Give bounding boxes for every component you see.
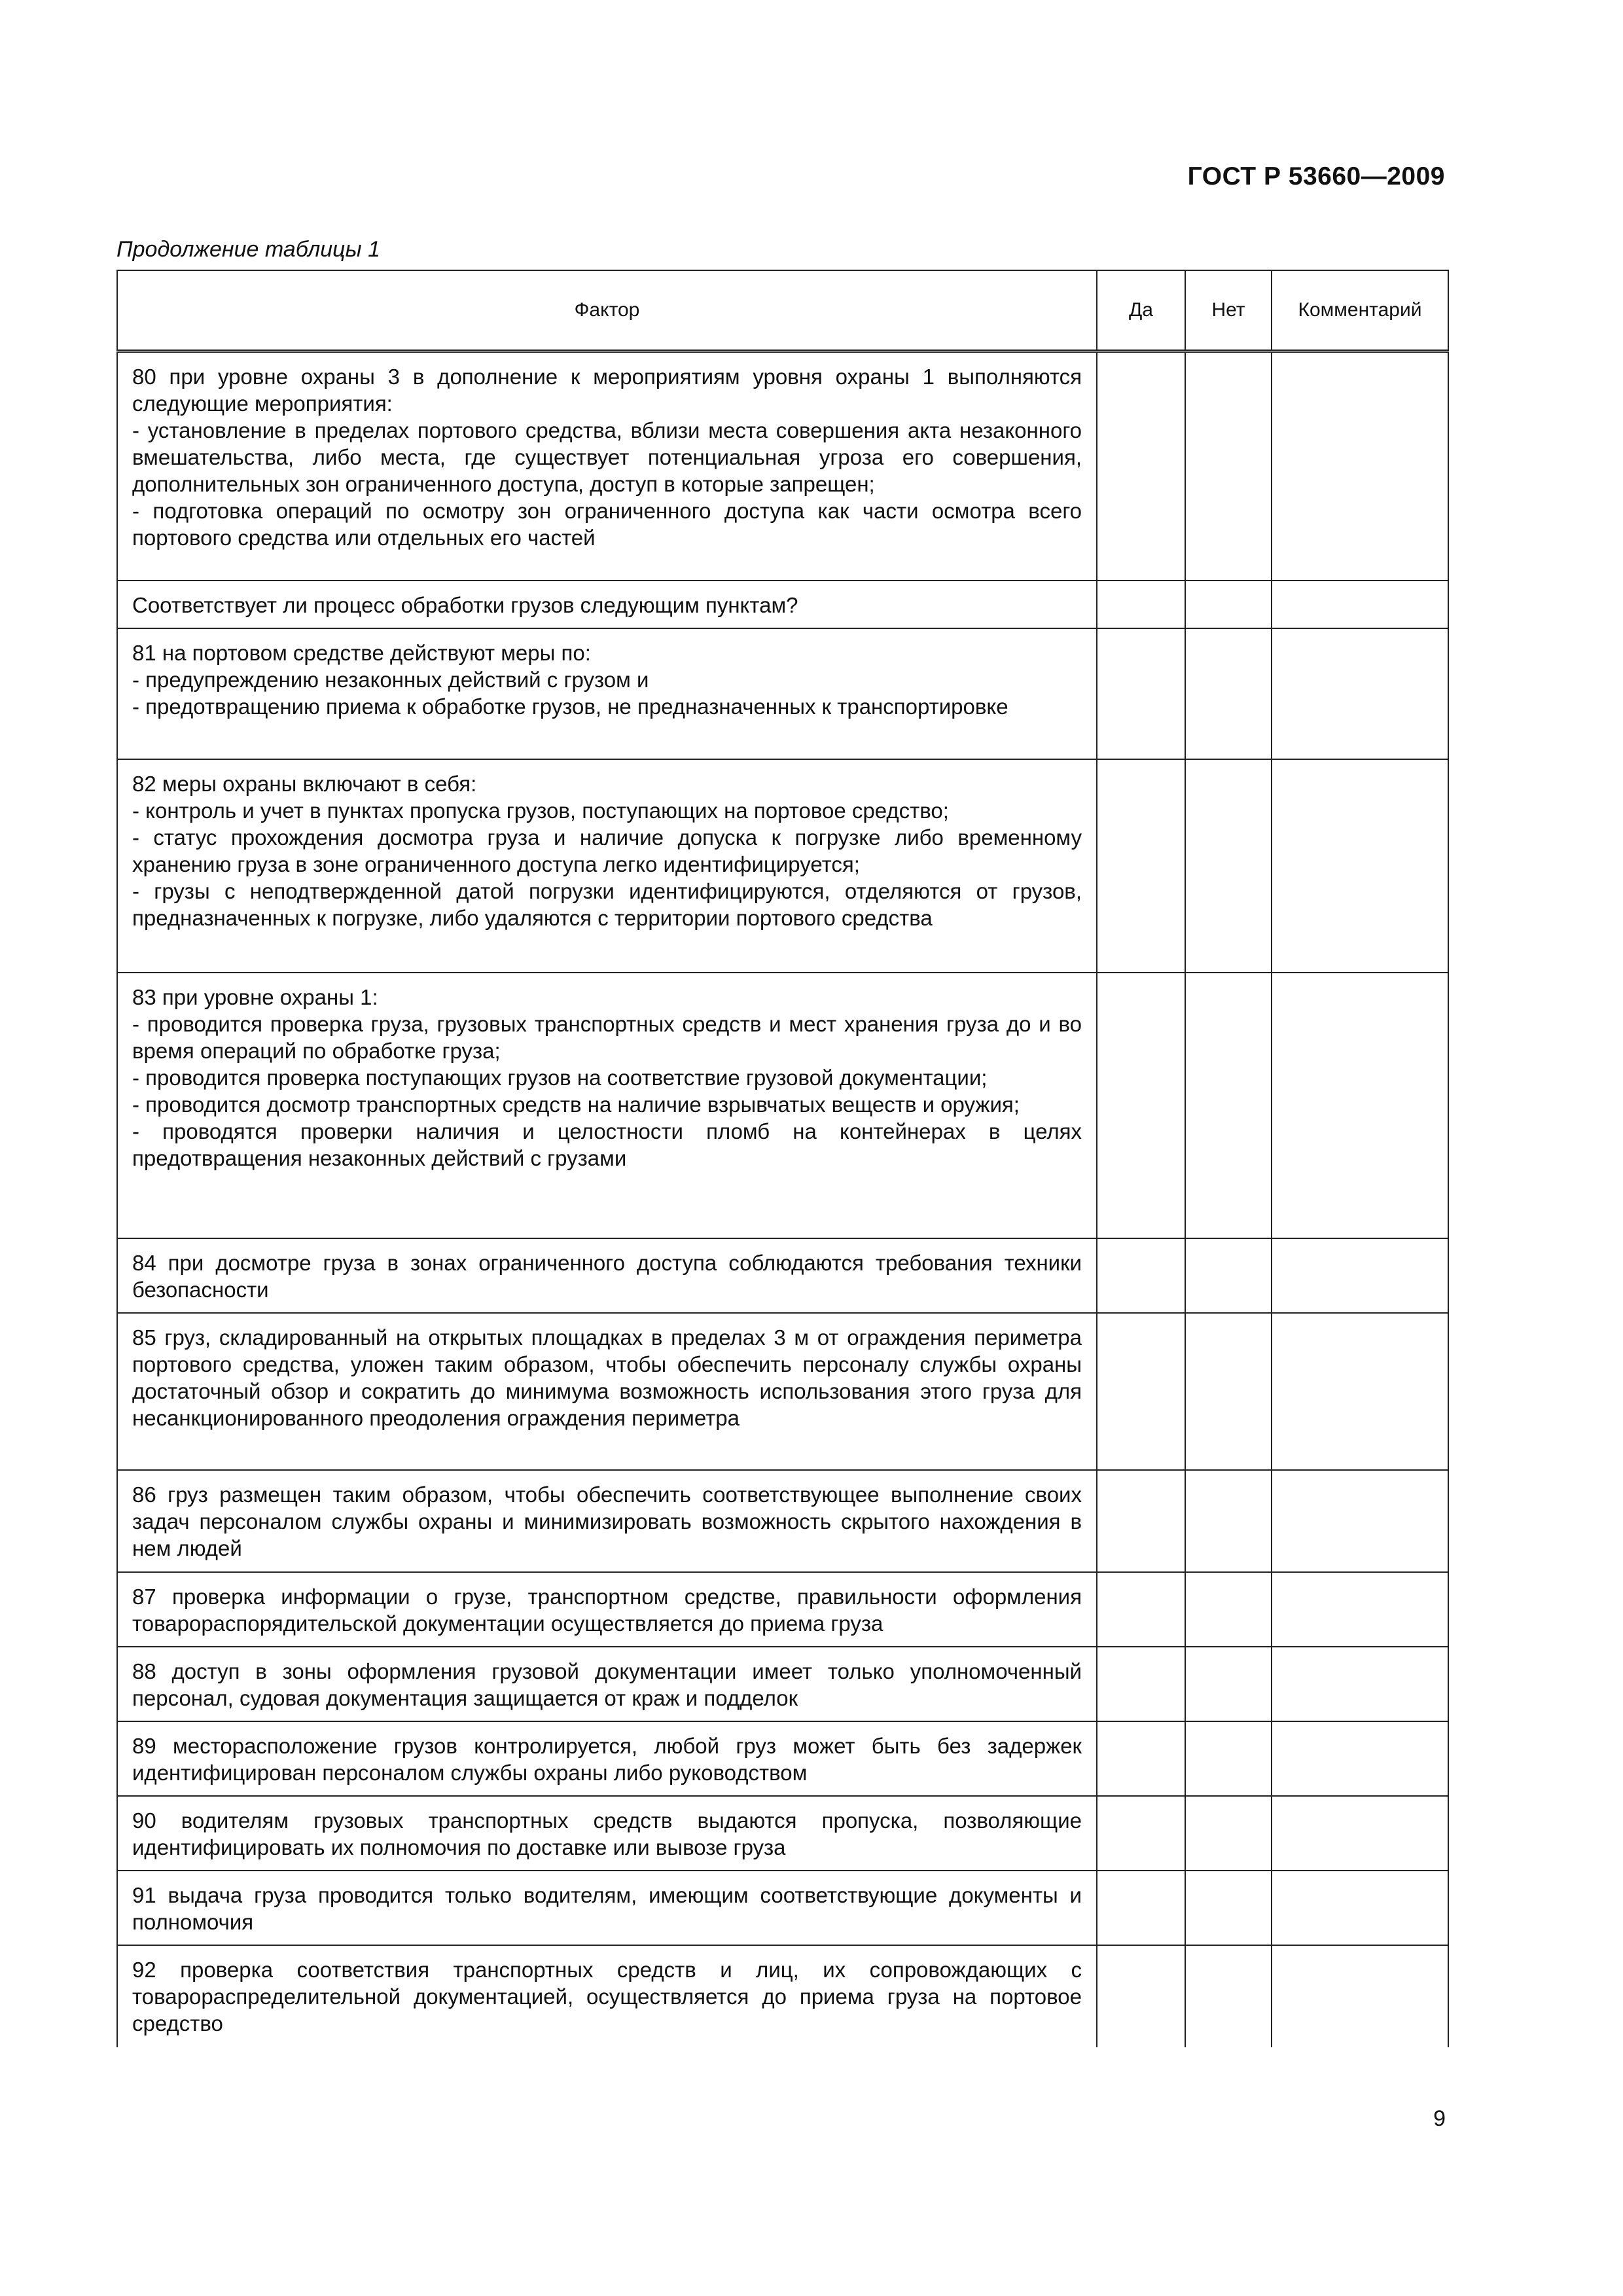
table-row xyxy=(117,1572,1448,1647)
yes-cell[interactable] xyxy=(1097,1470,1185,1572)
yes-cell[interactable] xyxy=(1097,351,1185,581)
no-cell[interactable] xyxy=(1185,581,1272,628)
yes-cell[interactable] xyxy=(1097,1796,1185,1871)
comment-cell[interactable] xyxy=(1272,1871,1448,1945)
factor-cell xyxy=(117,1647,1097,1721)
table-row xyxy=(117,759,1448,973)
no-cell[interactable] xyxy=(1185,628,1272,759)
table-row xyxy=(117,628,1448,759)
factor-text xyxy=(118,629,1096,725)
factor-line: 81 на портовом средстве действуют меры по: xyxy=(132,640,591,665)
no-cell[interactable] xyxy=(1185,1313,1272,1470)
factor-cell xyxy=(117,1871,1097,1945)
comment-cell[interactable] xyxy=(1272,1647,1448,1721)
no-cell[interactable] xyxy=(1185,351,1272,581)
table-row xyxy=(117,1647,1448,1721)
yes-cell[interactable] xyxy=(1097,1871,1185,1945)
factor-text xyxy=(118,1314,1096,1437)
factors-table xyxy=(116,270,1449,2047)
no-cell[interactable] xyxy=(1185,1796,1272,1871)
factor-text xyxy=(118,1471,1096,1567)
yes-cell[interactable] xyxy=(1097,1945,1185,2047)
factor-line: - предотвращению приема к обработке грузов, не предназначенных к транспортировке xyxy=(132,694,1008,719)
factor-text xyxy=(118,1647,1096,1717)
comment-cell[interactable] xyxy=(1272,1470,1448,1572)
column-header-factor: Фактор xyxy=(117,270,1097,351)
no-cell[interactable] xyxy=(1185,1572,1272,1647)
factor-line: 80 при уровне охраны 3 в дополнение к мероприятиям уровня охраны 1 выполняются следующие мероприятия: xyxy=(132,365,1082,416)
factor-cell xyxy=(117,1721,1097,1796)
no-cell[interactable] xyxy=(1185,1470,1272,1572)
factor-line: 85 груз, складированный на открытых площадках в пределах 3 м от ограждения периметра портового средства, уложен таким образом, чтобы обеспечить персоналу службы охраны достаточный обзор и сократить до минимума возможность использования этого груза для несанкционированного преодоления ограждения периметра xyxy=(132,1325,1082,1430)
table-row xyxy=(117,1796,1448,1871)
factor-line: - проводится досмотр транспортных средств на наличие взрывчатых веществ и оружия; xyxy=(132,1092,1020,1117)
no-cell[interactable] xyxy=(1185,1238,1272,1313)
factor-line: 88 доступ в зоны оформления грузовой документации имеет только уполномоченный персонал, судовая документация защищается от краж и подделок xyxy=(132,1659,1082,1710)
comment-cell[interactable] xyxy=(1272,759,1448,973)
document-code: ГОСТ Р 53660—2009 xyxy=(1187,162,1445,190)
factor-line: - контроль и учет в пунктах пропуска грузов, поступающих на портовое средство; xyxy=(132,798,949,823)
comment-cell[interactable] xyxy=(1272,351,1448,581)
factor-line: 84 при досмотре груза в зонах ограниченного доступа соблюдаются требования техники безопасности xyxy=(132,1250,1082,1302)
no-cell[interactable] xyxy=(1185,1945,1272,2047)
factor-cell xyxy=(117,1796,1097,1871)
table-row xyxy=(117,1238,1448,1313)
factor-cell xyxy=(117,581,1097,628)
comment-cell[interactable] xyxy=(1272,1313,1448,1470)
factor-cell xyxy=(117,628,1097,759)
factor-text xyxy=(118,973,1096,1177)
factor-cell xyxy=(117,759,1097,973)
factor-line: 89 месторасположение грузов контролируется, любой груз может быть без задержек идентифицирован персоналом службы охраны либо руководством xyxy=(132,1733,1082,1785)
table-row xyxy=(117,1945,1448,2047)
column-header-yes: Да xyxy=(1097,270,1185,351)
no-cell[interactable] xyxy=(1185,759,1272,973)
factor-line: - статус прохождения досмотра груза и наличие допуска к погрузке либо временному хранению груза в зоне ограниченного доступа легко идентифицируется; xyxy=(132,825,1082,876)
factor-text xyxy=(118,353,1096,556)
factor-cell xyxy=(117,1470,1097,1572)
factor-line: - подготовка операций по осмотру зон ограниченного доступа как части осмотра всего портового средства или отдельных его частей xyxy=(132,499,1082,550)
factor-cell xyxy=(117,1945,1097,2047)
factor-line: - проводится проверка груза, грузовых транспортных средств и мест хранения груза до и во время операций по обработке груза; xyxy=(132,1011,1082,1063)
yes-cell[interactable] xyxy=(1097,581,1185,628)
factor-cell xyxy=(117,1313,1097,1470)
no-cell[interactable] xyxy=(1185,1871,1272,1945)
factor-line: - проводятся проверки наличия и целостности пломб на контейнерах в целях предотвращения незаконных действий с грузами xyxy=(132,1119,1082,1170)
no-cell[interactable] xyxy=(1185,1647,1272,1721)
factor-cell xyxy=(117,1238,1097,1313)
yes-cell[interactable] xyxy=(1097,1647,1185,1721)
factor-line: 90 водителям грузовых транспортных средств выдаются пропуска, позволяющие идентифицировать их полномочия по доставке или вывозе груза xyxy=(132,1808,1082,1859)
table-row xyxy=(117,1871,1448,1945)
comment-cell[interactable] xyxy=(1272,1721,1448,1796)
comment-cell[interactable] xyxy=(1272,973,1448,1238)
no-cell[interactable] xyxy=(1185,973,1272,1238)
factor-line: 86 груз размещен таким образом, чтобы обеспечить соответствующее выполнение своих задач персоналом службы охраны и минимизировать возможность скрытого нахождения в нем людей xyxy=(132,1482,1082,1560)
yes-cell[interactable] xyxy=(1097,1313,1185,1470)
factor-text xyxy=(118,1871,1096,1941)
table-row xyxy=(117,351,1448,581)
page-number: 9 xyxy=(1433,2106,1446,2131)
factor-line: 87 проверка информации о грузе, транспортном средстве, правильности оформления товарораспорядительской документации осуществляется до приема груза xyxy=(132,1584,1082,1636)
factor-text xyxy=(118,1946,1096,2042)
factor-line: 92 проверка соответствия транспортных средств и лиц, их сопровождающих с товарораспределительной документацией, осуществляется до приема груза на портовое средство xyxy=(132,1957,1082,2036)
table-row xyxy=(117,1313,1448,1470)
factor-text xyxy=(118,1797,1096,1866)
factor-line: - предупреждению незаконных действий с грузом и xyxy=(132,667,649,692)
comment-cell[interactable] xyxy=(1272,1945,1448,2047)
table-body xyxy=(117,351,1448,2047)
factor-text xyxy=(118,760,1096,937)
factor-line: - проводится проверка поступающих грузов на соответствие грузовой документации; xyxy=(132,1065,988,1090)
factor-cell xyxy=(117,973,1097,1238)
factor-line: 82 меры охраны включают в себя: xyxy=(132,771,477,796)
comment-cell[interactable] xyxy=(1272,1796,1448,1871)
column-header-no: Нет xyxy=(1185,270,1272,351)
table-row xyxy=(117,1721,1448,1796)
factor-line: Соответствует ли процесс обработки грузов следующим пунктам? xyxy=(132,592,798,617)
factor-line: 83 при уровне охраны 1: xyxy=(132,984,378,1009)
yes-cell[interactable] xyxy=(1097,973,1185,1238)
comment-cell[interactable] xyxy=(1272,1238,1448,1313)
factor-text xyxy=(118,1239,1096,1308)
factor-line: 91 выдача груза проводится только водителям, имеющим соответствующие документы и полномочия xyxy=(132,1882,1082,1934)
factor-line: - установление в пределах портового средства, вблизи места совершения акта незаконного вмешательства, либо места, где существует потенциальная угроза его совершения, дополнительных зон ограниченного доступа, доступ в которые запрещен; xyxy=(132,418,1082,496)
yes-cell[interactable] xyxy=(1097,1238,1185,1313)
yes-cell[interactable] xyxy=(1097,1572,1185,1647)
table-row xyxy=(117,581,1448,628)
column-header-comment: Комментарий xyxy=(1272,270,1448,351)
table-header-row xyxy=(117,270,1448,351)
table-row xyxy=(117,1470,1448,1572)
no-cell[interactable] xyxy=(1185,1721,1272,1796)
factor-text xyxy=(118,1573,1096,1642)
table-caption: Продолжение таблицы 1 xyxy=(116,237,380,262)
factor-line: - грузы с неподтвержденной датой погрузки идентифицируются, отделяются от грузов, предназначенных к погрузке, либо удаляются с территории портового средства xyxy=(132,878,1082,930)
yes-cell[interactable] xyxy=(1097,1721,1185,1796)
factor-text xyxy=(118,581,1096,624)
yes-cell[interactable] xyxy=(1097,628,1185,759)
factor-cell xyxy=(117,351,1097,581)
yes-cell[interactable] xyxy=(1097,759,1185,973)
table-row xyxy=(117,973,1448,1238)
factor-cell xyxy=(117,1572,1097,1647)
comment-cell[interactable] xyxy=(1272,581,1448,628)
comment-cell[interactable] xyxy=(1272,1572,1448,1647)
factor-text xyxy=(118,1722,1096,1791)
comment-cell[interactable] xyxy=(1272,628,1448,759)
